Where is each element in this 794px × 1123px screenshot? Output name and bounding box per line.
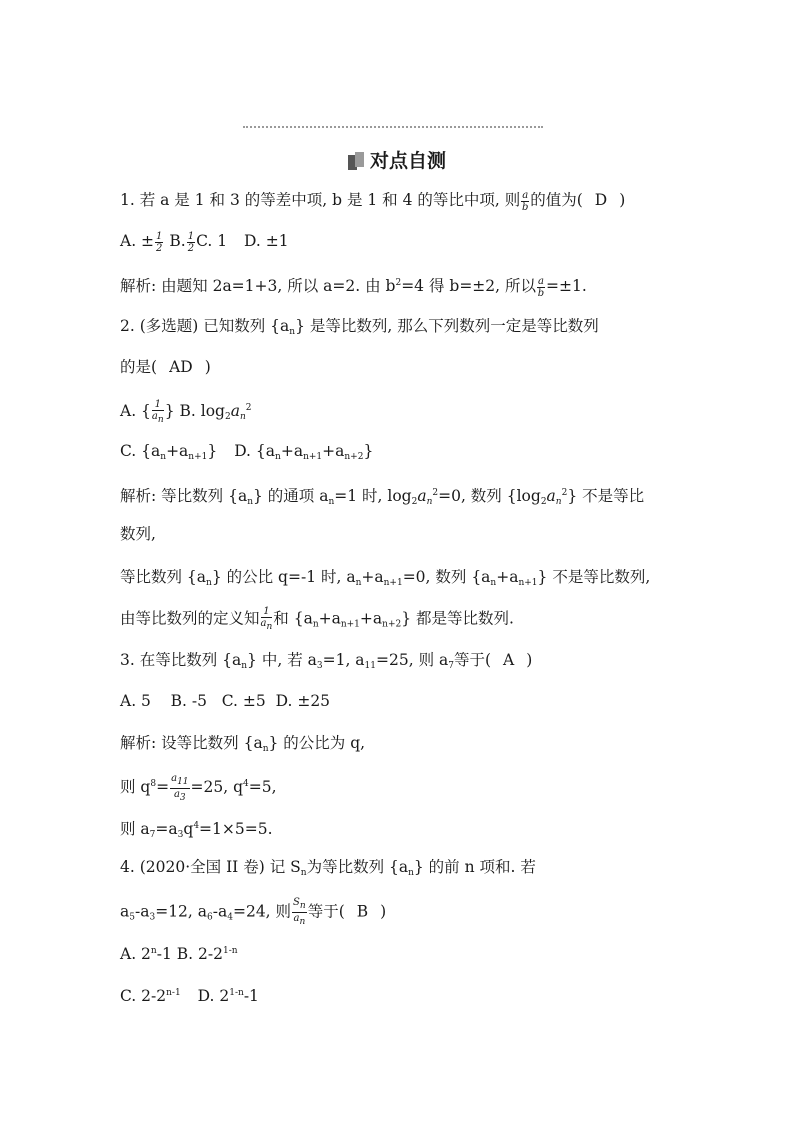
q3-stem: 3. 在等比数列 $\{a_n\}$ 中, 若 $a_3=1$, $a_{11}=25$, 则 $a_7$等于( A ) — [120, 651, 533, 671]
q3-solution-line3: 则 $a_7=a_3q^4=1\times 5=5$. — [120, 820, 273, 840]
q2-stem-line1: 2. (多选题) 已知数列 $\{a_n\}$ 是等比数列, 那么下列数列一定是等比数列 — [120, 317, 599, 337]
q4-stem-line1: 4. (2020·全国 II 卷) 记 $S_n$为等比数列 $\{a_n\}$ 的前 n 项和. 若 — [120, 858, 536, 878]
q2-options-ab: A. { $\frac{1}{a_n}$ } B. $\log_2a_n^2$ — [120, 398, 252, 425]
q2-solution-line3: 等比数列 $\{a_n\}$ 的公比 q=-1 时, $a_n+a_{n+1}=0$, 数列 $\{a_n+a_{n+1}\}$ 不是等比数列, — [120, 568, 651, 588]
q3-solution-line1: 解析: 设等比数列 $\{a_n\}$ 的公比为 q, — [120, 734, 366, 754]
dotted-divider — [243, 126, 543, 128]
q4-stem-line2: $a_5-a_3=12$, $a_6-a_4=24$, 则 $\frac{S_n}{a_n}$ 等于( B ) — [120, 897, 387, 927]
q3-solution-line2: 则 $q^8=$ $\frac{a_{11}}{a_3}$ =25, $q^4=5$, — [120, 772, 277, 803]
q2-answer: AD — [169, 358, 193, 376]
q1-answer: D — [594, 191, 608, 209]
section-marker-icon — [348, 152, 364, 170]
section-title: 对点自测 — [369, 150, 446, 172]
q1-stem: 1. 若 a 是 1 和 3 的等差中项, b 是 1 和 4 的等比中项, 则 $\frac{a}{b}$ 的值为( D ) — [120, 189, 626, 213]
section-heading — [0, 146, 794, 173]
q3-answer: A — [503, 651, 515, 669]
q1-solution: 解析: 由题知 2a=1+3, 所以 a=2. 由 $b^2=4$ 得 b=±2, 所以 $\frac{a}{b}$ =±1. — [120, 275, 587, 299]
q1-options: A. ± $\frac{1}{2}$ B. $\frac{1}{2}$ C. 1 D. ±1 — [120, 230, 289, 254]
q3-options: A. 5 B. -5 C. ±5 D. ±25 — [120, 692, 331, 710]
q2-stem-line2: 的是( AD ) — [120, 358, 211, 376]
q2-solution-line4: 由等比数列的定义知 $\frac{1}{a_n}$ 和 $\{a_n+a_{n+1}+a_{n+2}\}$ 都是等比数列. — [120, 606, 514, 632]
q4-answer: B — [356, 902, 369, 921]
q4-options-cd: C. 2-2$^{n-1}$ D. 2$^{1-n}$-1 — [120, 987, 259, 1005]
q2-solution-line2: 数列, — [120, 525, 156, 543]
q4-options-ab: A. 2$^n$-1 B. 2-2$^{1-n}$ — [120, 945, 238, 963]
fraction: $\frac{a}{b}$ — [522, 189, 529, 213]
q2-options-cd: C. $\{a_n+a_{n+1}\}$ D. $\{a_n+a_{n+1}+a_{n+2}\}$ — [120, 442, 374, 462]
q2-solution-line1: 解析: 等比数列 $\{a_n\}$ 的通项 $a_n=1$ 时, $\log_2a_n^2=0$, 数列 $\{\log_2a_n^2\}$ 不是等比 — [120, 487, 645, 507]
